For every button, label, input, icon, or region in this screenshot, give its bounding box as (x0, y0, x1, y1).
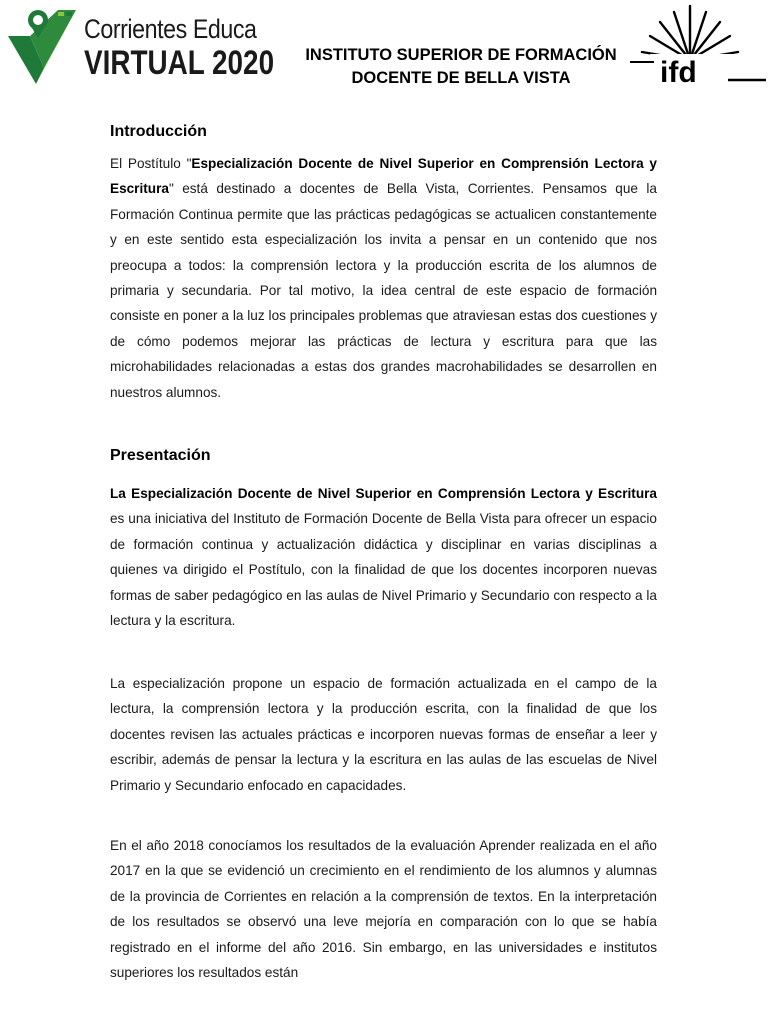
paragraph-presentacion-3: En el año 2018 conocíamos los resultados de la evaluación Aprender realizada en el año 2017 en la que se evidenció un crecimiento en el rendimiento de los alumnos y alumnas de la provincia de Corrientes en relación a la comprensión de textos. En la interpretación de los resultados se observó una leve mejoría en comparación con lo que se había registrado en el informe del año 2016. Sin embargo, en las universidades e institutos superiores los resultados están (110, 838, 657, 981)
paragraph-presentacion-2: La especialización propone un espacio de formación actualizada en el campo de la lectura, la comprensión lectora y la producción escrita, con la finalidad de que los docentes revisen las actuales prácticas e incorporen nuevas formas de enseñar a leer y escribir, además de pensar la lectura y la escritura en las aulas de las escuelas de Nivel Primario y Secundario enfocado en capacidades. (110, 676, 657, 793)
logo-line1: Corrientes Educa (84, 14, 257, 44)
ifd-logo-text: ifd (660, 56, 697, 88)
logo-line2: VIRTUAL 2020 (84, 44, 275, 82)
bold-text-run: Especialización Docente de Nivel Superior en Comprensión Lectora y Escritura (110, 156, 657, 197)
bold-text-run: La Especialización Docente de Nivel Superior en Comprensión Lectora y Escritura (110, 486, 657, 501)
heading-presentacion: Presentación (110, 447, 211, 464)
corrientes-educa-mark-icon (6, 6, 78, 86)
paragraph-presentacion-1 (110, 481, 657, 633)
text-run: " está destinado a docentes de Bella Vista, Corrientes. Pensamos que la Formación Continua permite que las prácticas pedagógicas se actualicen constantemente y en este sentido esta especialización los invita a pensar en un contenido que nos preocupa a todos: la comprensión lectora y la producción escrita de los alumnos de primaria y secundaria. Por tal motivo, la idea central de este espacio de formación consiste en poner a la luz los principales problemas que atraviesan estas dos cuestiones y de cómo podemos mejorar las prácticas de lectura y escritura para que las microhabilidades relacionadas a estas dos grandes macrohabilidades se desarrollen en nuestros alumnos. (110, 181, 657, 400)
institute-title-line1: INSTITUTO SUPERIOR DE FORMACIÓN (305, 46, 617, 64)
institute-title-line2: DOCENTE DE BELLA VISTA (351, 69, 571, 87)
ifd-logo-icon (630, 2, 766, 88)
heading-introduccion: Introducción (110, 123, 207, 140)
text-run: El Postítulo " (110, 156, 192, 171)
paragraph-introduccion (110, 151, 657, 405)
text-run: es una iniciativa del Instituto de Formación Docente de Bella Vista para ofrecer un espacio de formación continua y actualización didáctica y disciplinar en varias disciplinas a quienes va dirigido el Postítulo, con la finalidad de que los docentes incorporen nuevas formas de saber pedagógico en las aulas de Nivel Primario y Secundario con respecto a la lectura y la escritura. (110, 511, 657, 629)
corrientes-educa-logo (6, 4, 275, 86)
institute-title (286, 44, 636, 90)
